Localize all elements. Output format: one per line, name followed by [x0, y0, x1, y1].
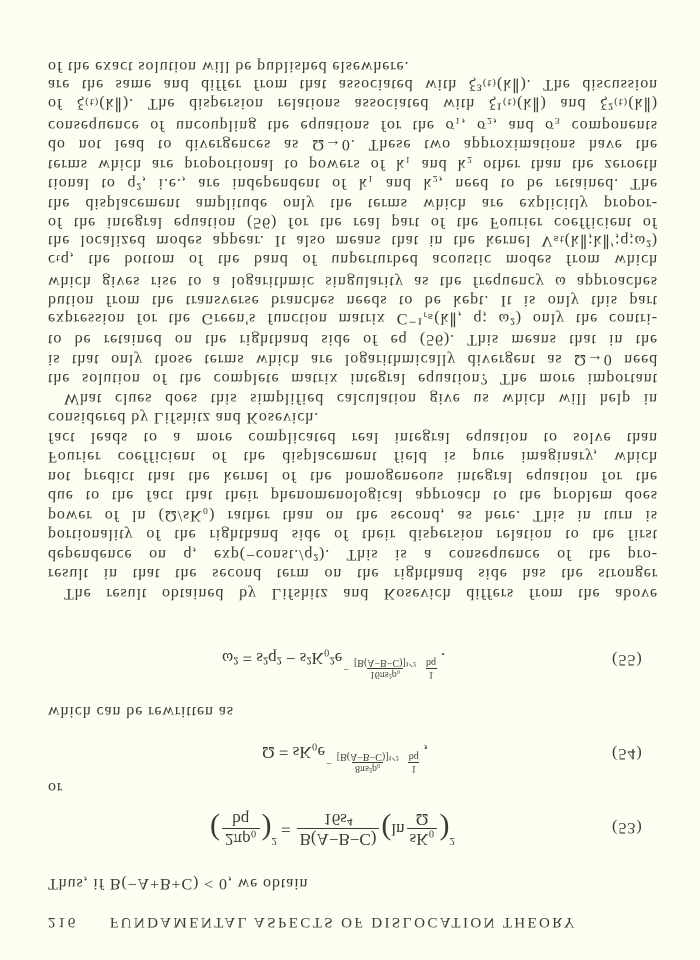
connector-text: which can be rewritten as: [48, 703, 234, 720]
paragraph-line: are the same and differ from that associated with ξ³₍ₜ₎(k∥). The discussion: [48, 76, 658, 93]
exponent: − 8πs²ρ₀ [B(A−B−C)]¹ᐟ² 1 bq: [326, 751, 419, 774]
paragraph-line: which gives rise to a logarithmic singularity as the frequency ω approaches: [48, 273, 658, 290]
paragraph-line: Fourier coefficient of the displacement field is pure imaginary, which: [48, 448, 658, 466]
log-fraction: sK₀ Ω: [407, 810, 438, 848]
paragraph-line: the solution of the complete matrix integral equation? The more important: [48, 370, 658, 388]
paragraph-line: expression for the Green's function matrix C⁻¹ᵣₛ(k∥, q; ω²) only the contri-: [48, 310, 658, 327]
lhs-fraction: 2πρ₀ bq: [222, 810, 260, 848]
paragraph-line: What clues does this simplified calculation give us which will help in: [64, 390, 658, 407]
paragraph-line: do not lead to divergences as Ω→0. These two approximations have the: [48, 136, 658, 154]
intro-text: Thus, if B(−A+B+C) < 0, we obtain: [48, 875, 309, 892]
paragraph-line: the localized modes appear. It also means that in the kernel Vₛₜ(k∥;k∥′;q;ω²): [48, 232, 658, 249]
document-page: 216 FUNDAMENTAL ASPECTS OF DISLOCATION THEORY Thus, if B(−A+B+C) < 0, we obtain ( 2πρ₀ bq ) 2 = B(A−B−C) 16s⁴ ( ln sK₀ Ω ) 2 (53) or Ω = sK₀e − 8πs²ρ₀ [B(A−B−C)]¹ᐟ² 1 bq , (54) which can be rewritten as ω² = s²q² − s²K₀²e − 16πs²ρ₀ [B(A−B−C)]¹ᐟ² 1 bq . (55) The result obtained by Lifshitz and Kosevich differs from the above result in that the second term on the righthand side has the stronger dependence on q, exp(−const./q²). This is a consequence of the pro- portionality of the righthand side of their dispersion relation to the first power of ln (Ω/sK₀) rather than on the second, as here. This in turn is due to the fact that their phenomenological approach to the problem does not predict that the kernel of the homogeneous integral equation for the Fourier coefficient of the displacement field is pure imaginary, which fact leads to a more complicated real integral equation to solve than considered by Lifshitz and Kosevich. What clues does this simplified calculation give us which will help in the solution of the complete matrix integral equation? The more important is that only those terms which are logarithmically divergent as Ω→0 need to be retained on the righthand side of eq (56). This means that in the expression for the Green's function matrix C⁻¹ᵣₛ(k∥, q; ω²) only the contri- bution from the transverse branches needs to be kept. It is only this part which gives rise to a logarithmic singularity as the frequency ω approaches cₜq, the bottom of the band of unperturbed acoustic modes from which the localized modes appear. It also means that in the kernel Vₛₜ(k∥;k∥′;q;ω²) of the integral equation (56) for the real part of the Fourier coefficient of the displacement amplitude only the terms which are explicitly propor- tional to q², i.e., are independent of k₁ and k₂, need to be retained. The terms which are proportional to powers of k₁ and k₂ other than the zeroeth do not lead to divergences as Ω→0. These two approximations have the consequence of uncoupling the equations for the σ₁, σ₂, and σ₃ components of ξ₍ₜ₎(k∥). The dispersion relations associated with ξ¹₍ₜ₎(k∥) and ξ²₍ₜ₎(k∥) are the same and differ from that associated with ξ³₍ₜ₎(k∥). The discussion of the exact solution will be published elsewhere.: [0, 0, 700, 960]
paragraph-line: the displacement amplitude only the terms which are explicitly propor-: [48, 195, 658, 212]
equation-number: (55): [612, 651, 643, 668]
paragraph-line: of the integral equation (56) for the real part of the Fourier coefficient of: [48, 214, 658, 232]
running-header: [48, 913, 668, 930]
paragraph-line: due to the fact that their phenomenological approach to the problem does: [48, 487, 658, 505]
paragraph-line: considered by Lifshitz and Kosevich.: [48, 409, 320, 427]
paragraph-line: dependence on q, exp(−const./q²). This is a consequence of the pro-: [48, 546, 658, 563]
paragraph-line: of the exact solution will be published elsewhere.: [48, 58, 410, 76]
equation-number: (53): [612, 819, 643, 836]
paragraph-line: result in that the second term on the righthand side has the stronger: [48, 565, 658, 583]
paragraph-line: bution from the transverse branches needs to be kept. It is only this part: [48, 292, 658, 310]
equation-number: (54): [612, 745, 643, 762]
paragraph-line: terms which are proportional to powers of k₁ and k₂ other than the zeroeth: [48, 156, 658, 173]
paragraph-line: is that only those terms which are logarithmically divergent as Ω→0 need: [48, 351, 658, 368]
paragraph-line: to be retained on the righthand side of eq (56). This means that in the: [48, 331, 658, 349]
paragraph-line: portionality of the righthand side of their dispersion relation to the first: [48, 526, 658, 544]
paragraph-line: The result obtained by Lifshitz and Kosevich differs from the above: [64, 585, 658, 602]
paragraph-line: consequence of uncoupling the equations for the σ₁, σ₂, and σ₃ components: [48, 117, 658, 134]
paragraph-line: power of ln (Ω/sK₀) rather than on the second, as here. This in turn is: [48, 507, 658, 524]
paragraph-line: not predict that the kernel of the homogeneous integral equation for the: [48, 468, 658, 485]
paragraph-line: of ξ₍ₜ₎(k∥). The dispersion relations associated with ξ¹₍ₜ₎(k∥) and ξ²₍ₜ₎(k∥): [48, 95, 658, 113]
exponent: − 16πs²ρ₀ [B(A−B−C)]¹ᐟ² 1 bq: [343, 657, 437, 680]
connector-or: or: [48, 779, 64, 796]
paragraph-line: tional to q², i.e., are independent of k₁ and k₂, need to be retained. The: [48, 175, 658, 193]
paragraph-line: cₜq, the bottom of the band of unperturbed acoustic modes from which: [48, 251, 658, 269]
running-title: FUNDAMENTAL ASPECTS OF DISLOCATION THEORY: [109, 914, 578, 930]
page-number: 216: [48, 914, 78, 930]
paragraph-line: fact leads to a more complicated real integral equation to solve than: [48, 429, 658, 446]
coefficient-fraction: B(A−B−C) 16s⁴: [297, 810, 380, 848]
